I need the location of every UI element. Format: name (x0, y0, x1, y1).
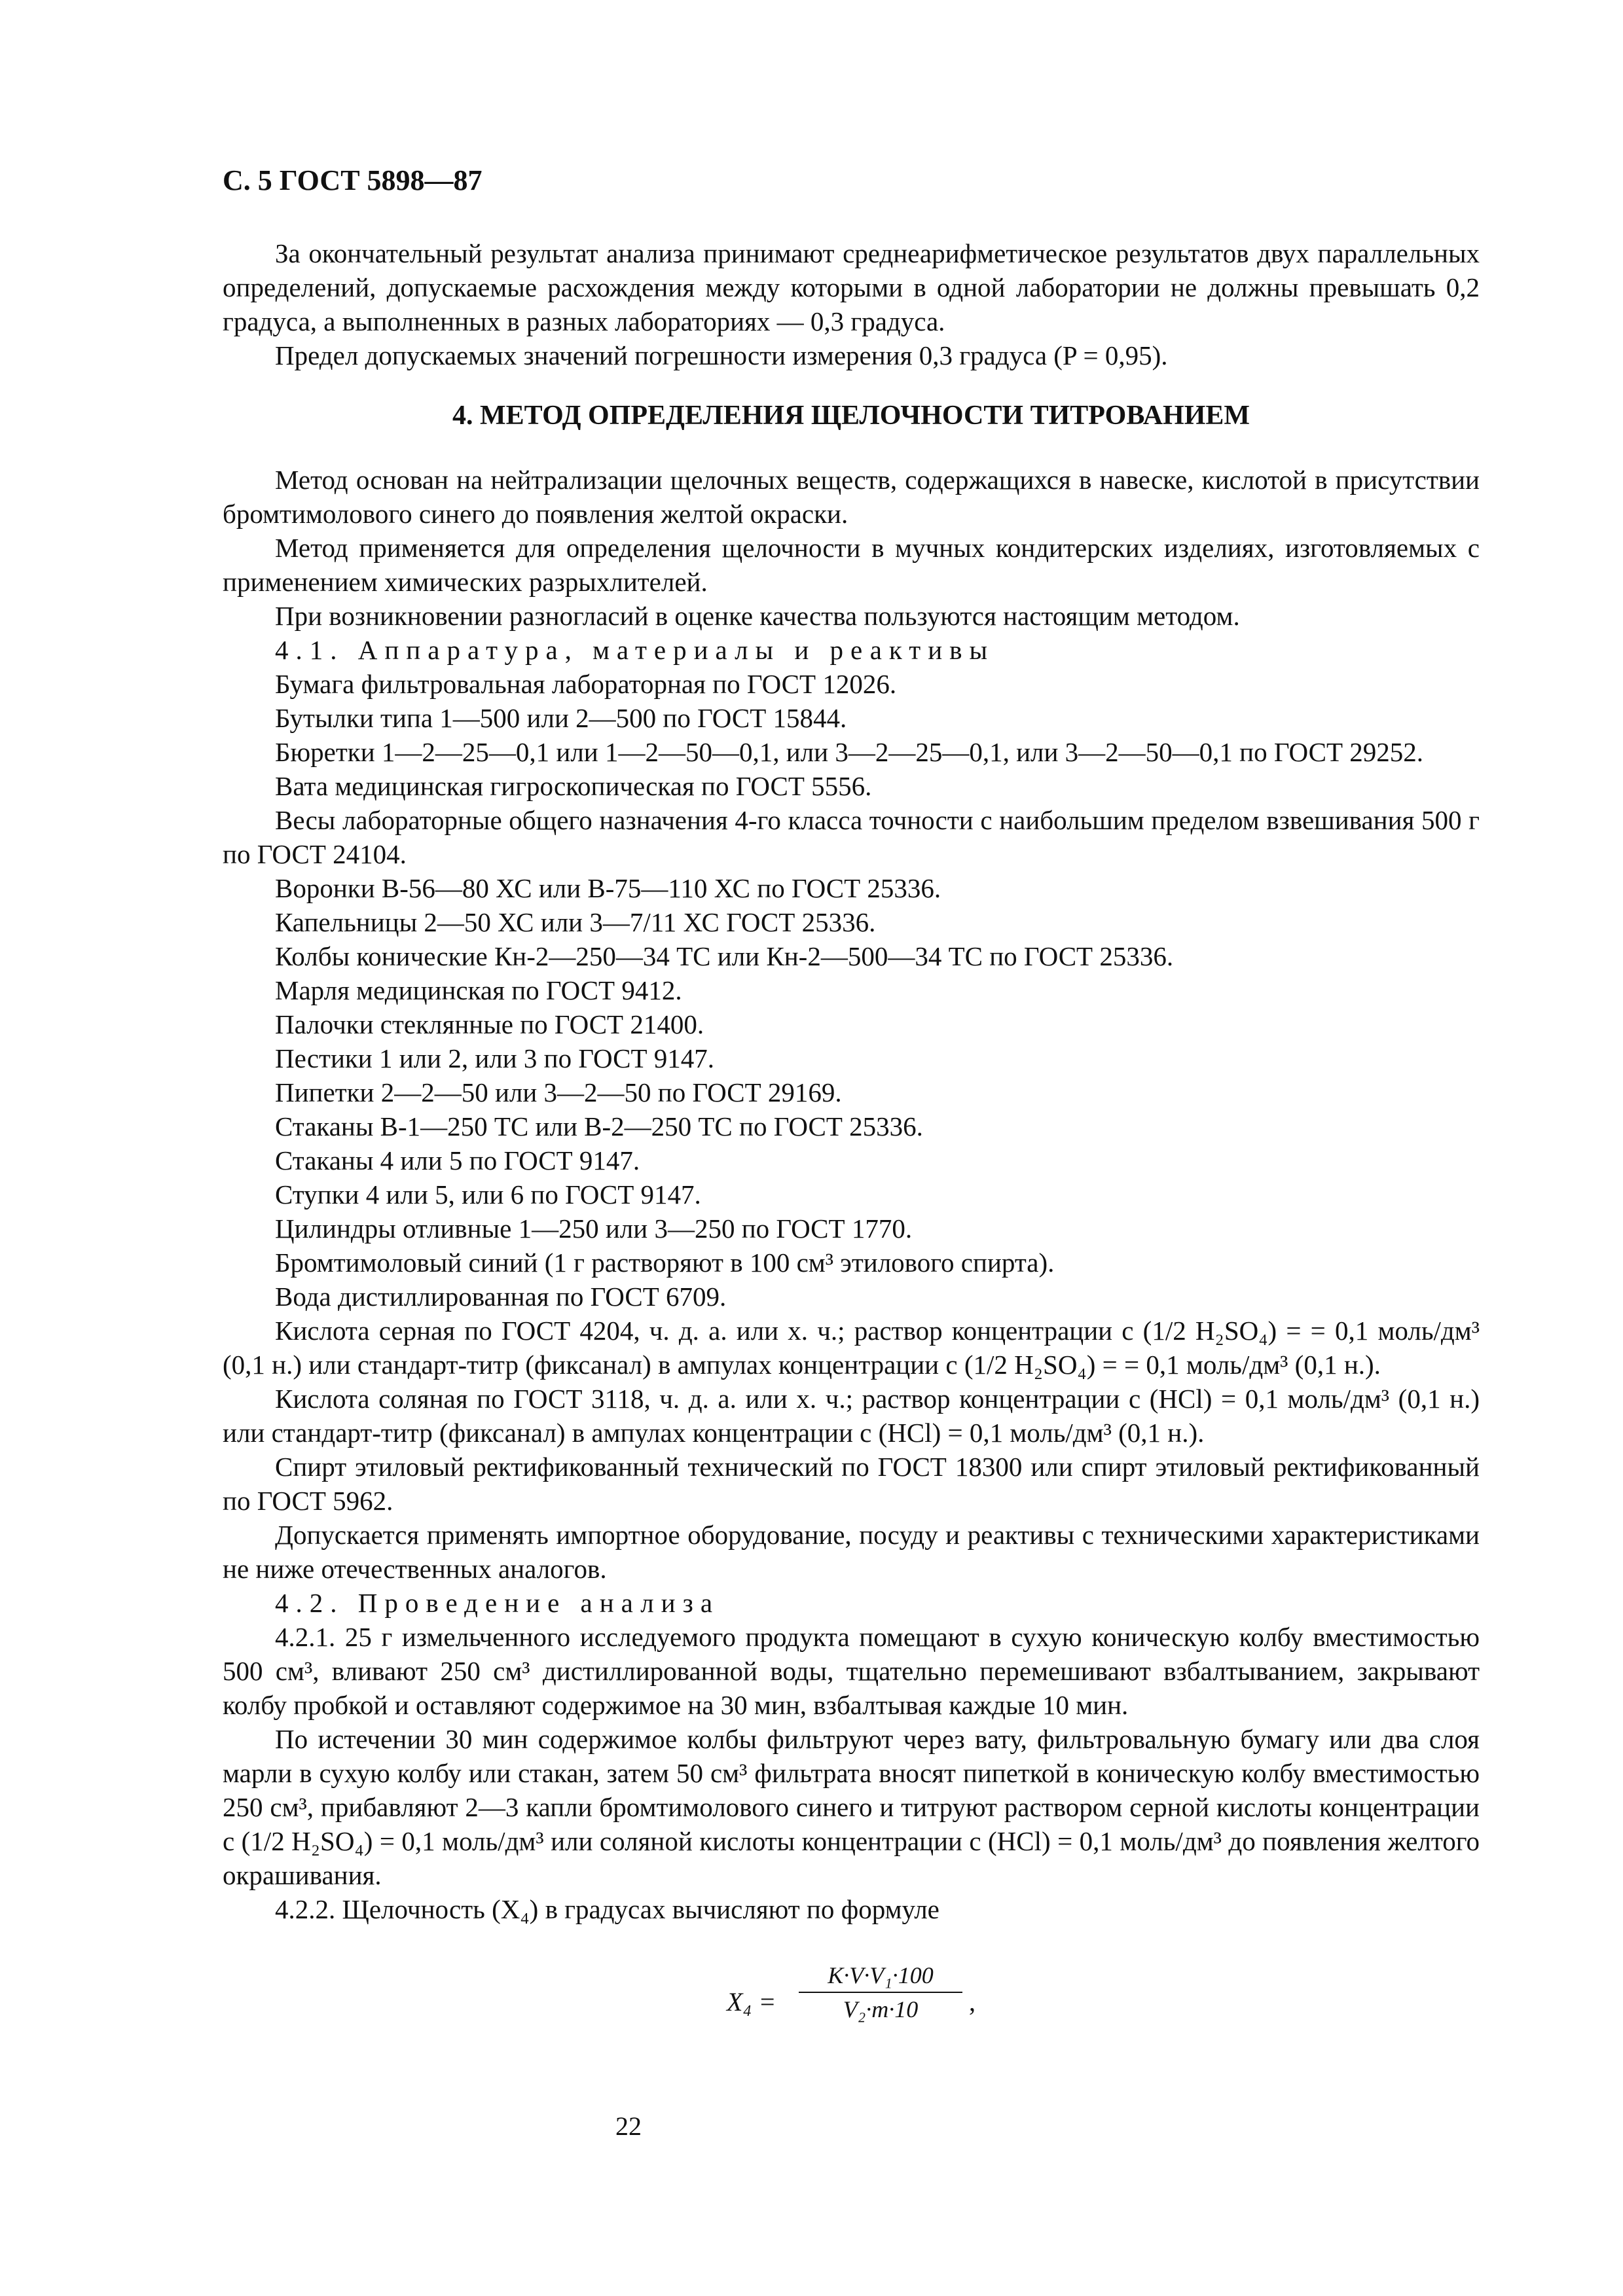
equipment-item: Цилиндры отливные 1—250 или 3—250 по ГОСТ 1770. (275, 1213, 913, 1244)
imports-paragraph: Допускается применять импортное оборудование, посуду и реактивы с техническими характеристиками не ниже отечественных аналогов. (223, 1520, 1480, 1584)
equipment-item: Воронки В-56—80 ХС или В-75—110 ХС по ГОСТ 25336. (275, 873, 941, 903)
equipment-item: Палочки стеклянные по ГОСТ 21400. (275, 1009, 704, 1039)
reagent-water: Вода дистиллированная по ГОСТ 6709. (275, 1282, 727, 1312)
intro-paragraph-2: Предел допускаемых значений погрешности измерения 0,3 градуса (P = 0,95). (275, 340, 1168, 370)
formula-fraction (799, 1962, 962, 2023)
reagent-hydrochloric-acid: Кислота соляная по ГОСТ 3118, ч. д. а. или х. ч.; раствор концентрации c (HCl) = 0,1 моль/дм³ (0,1 н.) или стандарт-титр (фиксанал) в ампулах концентрации c (HCl) = 0,1 моль/дм³ (0,1 н.). (223, 1384, 1480, 1448)
reagent-bromothymol: Бромтимоловый синий (1 г растворяют в 100 см³ этилового спирта). (275, 1247, 1055, 1278)
intro-paragraph-1: За окончательный результат анализа принимают среднеарифметическое результатов двух параллельных определений, допускаемые расхождения между которыми в одной лаборатории не должны превышать 0,2 градуса, а выполненных в разных лабораториях — 0,3 градуса. (223, 238, 1480, 336)
equipment-item: Пестики 1 или 2, или 3 по ГОСТ 9147. (275, 1043, 715, 1073)
formula-comma: , (969, 1987, 976, 2017)
alkalinity-formula (223, 1962, 1480, 2034)
formula-lhs: X₄ = (727, 1987, 776, 2017)
equipment-item: Вата медицинская гигроскопическая по ГОСТ 5556. (275, 771, 872, 801)
equipment-item: Марля медицинская по ГОСТ 9412. (275, 975, 682, 1005)
equipment-item: Стаканы В-1—250 ТС или В-2—250 ТС по ГОСТ 25336. (275, 1111, 923, 1141)
equipment-item: Колбы конические Кн-2—250—34 ТС или Кн-2—500—34 ТС по ГОСТ 25336. (275, 941, 1174, 971)
document-page (223, 164, 1480, 2034)
method-paragraph-2: Метод применяется для определения щелочности в мучных кондитерских изделиях, изготовляемых с применением химических разрыхлителей. (223, 533, 1480, 597)
procedure-4-2-2: 4.2.2. Щелочность (X₄) в градусах вычисляют по формуле (275, 1894, 939, 1924)
reagent-sulfuric-acid: Кислота серная по ГОСТ 4204, ч. д. а. или х. ч.; раствор концентрации c (1/2 H₂SO₄) = = 0,1 моль/дм³ (0,1 н.) или стандарт-титр (фиксанал) в ампулах концентрации c (1/2 H₂SO₄) = = 0,1 моль/дм³ (0,1 н.). (223, 1316, 1480, 1380)
procedure-filtering: По истечении 30 мин содержимое колбы фильтруют через вату, фильтровальную бумагу или два слоя марли в сухую колбу или стакан, затем 50 см³ фильтрата вносят пипеткой в коническую колбу вместимостью 250 см³, прибавляют 2—3 капли бромтимолового синего и титруют раствором серной кислоты концентрации c (1/2 H₂SO₄) = 0,1 моль/дм³ или соляной кислоты концентрации c (HCl) = 0,1 моль/дм³ до появления желтого окрашивания. (223, 1724, 1480, 1890)
equipment-item: Бутылки типа 1—500 или 2—500 по ГОСТ 15844. (275, 703, 847, 733)
section-title: 4. МЕТОД ОПРЕДЕЛЕНИЯ ЩЕЛОЧНОСТИ ТИТРОВАНИЕМ (452, 401, 1250, 431)
equipment-item: Ступки 4 или 5, или 6 по ГОСТ 9147. (275, 1179, 701, 1210)
subsection-4-1-title: 4.1. Аппаратура, материалы и реактивы (275, 635, 995, 665)
formula-numerator: K·V·V₁·100 (799, 1962, 962, 1993)
equipment-item: Бюретки 1—2—25—0,1 или 1—2—50—0,1, или 3—2—25—0,1, или 3—2—50—0,1 по ГОСТ 29252. (275, 737, 1424, 767)
procedure-4-2-1: 4.2.1. 25 г измельченного исследуемого продукта помещают в сухую коническую колбу вместимостью 500 см³, вливают 250 см³ дистиллированной воды, тщательно перемешивают взбалтыванием, закрывают колбу пробкой и оставляют содержимое на 30 мин, взбалтывая каждые 10 мин. (223, 1622, 1480, 1720)
equipment-item: Бумага фильтровальная лабораторная по ГОСТ 12026. (275, 669, 897, 699)
page-number: 22 (615, 2111, 642, 2141)
equipment-item: Стаканы 4 или 5 по ГОСТ 9147. (275, 1145, 640, 1175)
reagent-ethanol: Спирт этиловый ректификованный технический по ГОСТ 18300 или спирт этиловый ректификованный по ГОСТ 5962. (223, 1452, 1480, 1516)
scales-paragraph: Весы лабораторные общего назначения 4-го класса точности с наибольшим пределом взвешивания 500 г по ГОСТ 24104. (223, 805, 1480, 869)
equipment-item: Пипетки 2—2—50 или 3—2—50 по ГОСТ 29169. (275, 1077, 842, 1107)
method-paragraph-3: При возникновении разногласий в оценке качества пользуются настоящим методом. (275, 601, 1240, 631)
formula-denominator: V₂·m·10 (843, 1996, 919, 2022)
subsection-4-2-title: 4.2. Проведение анализа (275, 1588, 720, 1618)
method-paragraph-1: Метод основан на нейтрализации щелочных веществ, содержащихся в навеске, кислотой в присутствии бромтимолового синего до появления желтой окраски. (223, 465, 1480, 529)
page-header: С. 5 ГОСТ 5898—87 (223, 164, 483, 196)
equipment-item: Капельницы 2—50 ХС или 3—7/11 ХС ГОСТ 25336. (275, 907, 876, 937)
